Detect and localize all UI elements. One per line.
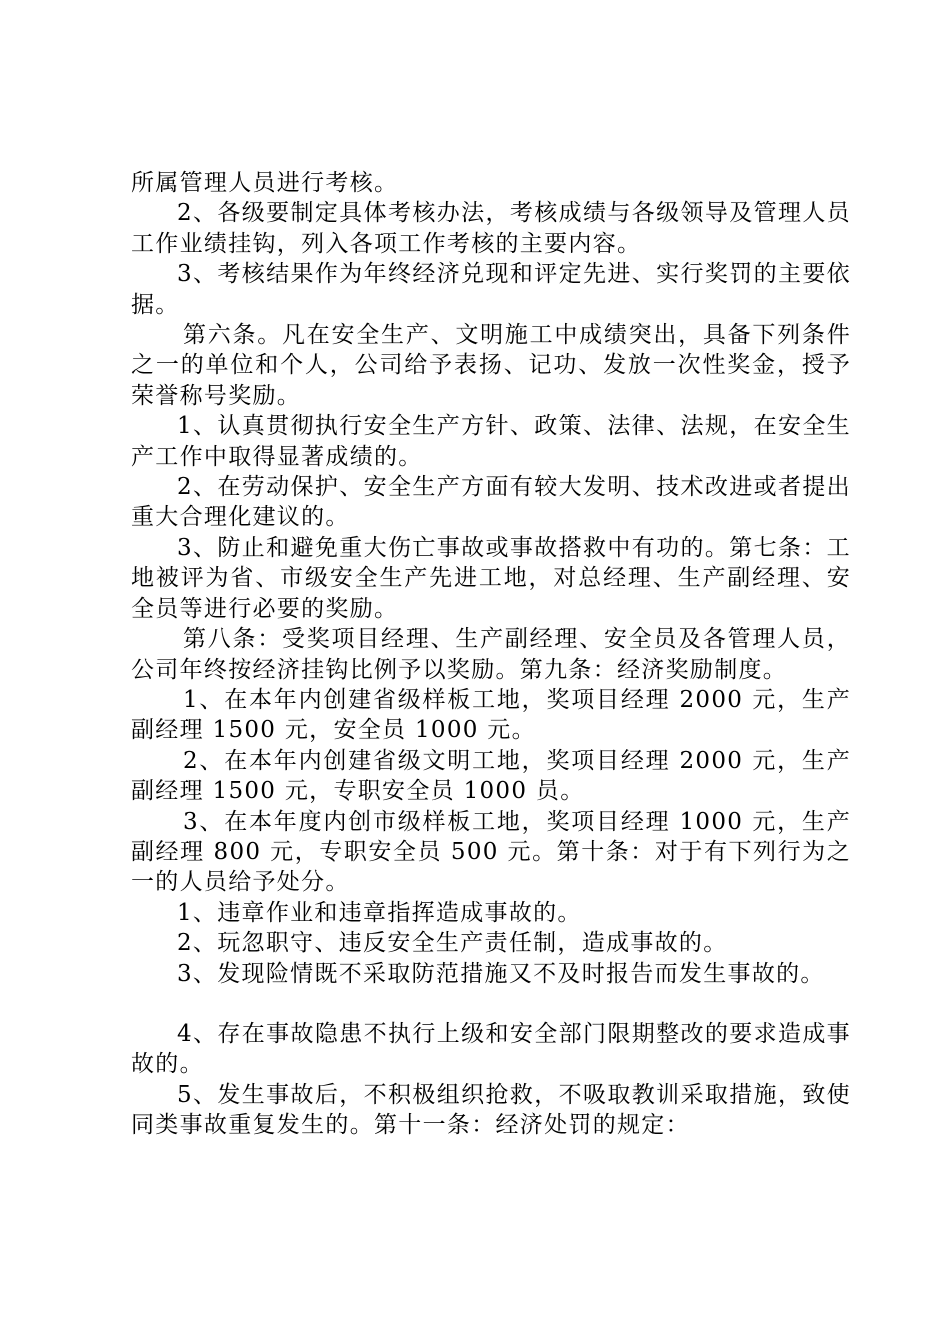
paragraph-1: 所属管理人员进行考核。: [131, 170, 399, 196]
paragraph-11: 3、在本年度内创市级样板工地，奖项目经理 1000 元，生产副经理 800 元，专职安全员 500 元。第十条：对于有下列行为之一的人员给予处分。: [131, 808, 851, 896]
document-body: [131, 168, 851, 1141]
paragraph-14: 3、发现险情既不采取防范措施又不及时报告而发生事故的。: [177, 960, 825, 987]
paragraph-13: 2、玩忽职守、违反安全生产责任制，造成事故的。: [177, 930, 728, 957]
paragraph-7: 3、防止和避免重大伤亡事故或事故搭救中有功的。第七条：工地被评为省、市级安全生产先进工地，对总经理、生产副经理、安全员等进行必要的奖励。: [131, 534, 851, 622]
paragraph-3: 3、考核结果作为年终经济兑现和评定先进、实行奖罚的主要依据。: [131, 261, 851, 318]
paragraph-5: 1、认真贯彻执行安全生产方针、政策、法律、法规，在安全生产工作中取得显著成绩的。: [131, 413, 851, 470]
paragraph-4: 第六条。凡在安全生产、文明施工中成绩突出，具备下列条件之一的单位和个人，公司给予表扬、记功、发放一次性奖金，授予荣誉称号奖励。: [131, 322, 851, 409]
paragraph-8: 第八条：受奖项目经理、生产副经理、安全员及各管理人员，公司年终按经济挂钩比例予以奖励。第九条：经济奖励制度。: [131, 626, 851, 683]
paragraph-12: 1、违章作业和违章指挥造成事故的。: [177, 899, 582, 926]
paragraph-6: 2、在劳动保护、安全生产方面有较大发明、技术改进或者提出重大合理化建议的。: [131, 474, 851, 531]
paragraph-2: 2、各级要制定具体考核办法，考核成绩与各级领导及管理人员工作业绩挂钩，列入各项工作考核的主要内容。: [131, 200, 851, 257]
paragraph-16: 5、发生事故后，不积极组织抢救，不吸取教训采取措施，致使同类事故重复发生的。第十一条：经济处罚的规定：: [131, 1081, 851, 1139]
paragraph-9: 1、在本年内创建省级样板工地，奖项目经理 2000 元，生产副经理 1500 元，安全员 1000 元。: [131, 686, 851, 744]
paragraph-15: 4、存在事故隐患不执行上级和安全部门限期整改的要求造成事故的。: [131, 1020, 851, 1078]
paragraph-10: 2、在本年内创建省级文明工地，奖项目经理 2000 元，生产副经理 1500 元，专职安全员 1000 员。: [131, 747, 851, 805]
